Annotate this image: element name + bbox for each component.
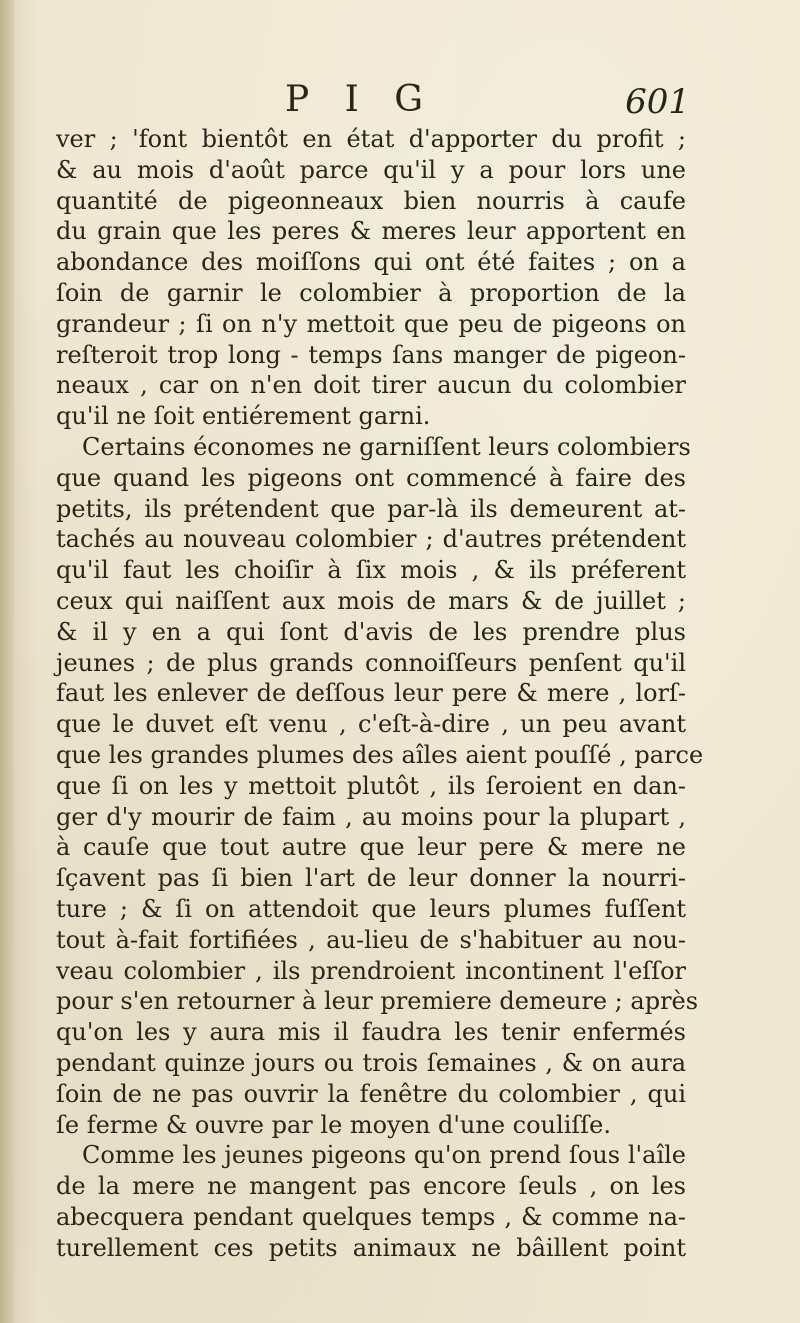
text-line: que les grandes plumes des aîles aient pouſſé , parce	[56, 740, 704, 769]
text-line: jeunes ; de plus grands connoiſſeurs penſent qu'il	[56, 648, 686, 677]
text-line: neaux , car on n'en doit tirer aucun du colombier	[56, 371, 686, 400]
text-line: Certains économes ne garniſſent leurs colombiers	[82, 432, 691, 461]
text-line: pendant quinze jours ou trois ſemaines , & on aura	[56, 1048, 686, 1077]
page-number: 601	[625, 82, 690, 122]
text-line: petits, ils prétendent que par-là ils demeurent at-	[56, 494, 686, 523]
text-line: grandeur ; ſi on n'y mettoit que peu de pigeons on	[56, 309, 686, 338]
text-line: abecquera pendant quelques temps , & comme na-	[56, 1202, 686, 1231]
text-line: pour s'en retourner à leur premiere demeure ; après	[56, 987, 699, 1016]
text-line: ſoin de garnir le colombier à proportion de la	[56, 278, 686, 307]
text-line: & il y en a qui ſont d'avis de les prendre plus	[56, 617, 686, 646]
text-line: qu'on les y aura mis il faudra les tenir enfermés	[56, 1018, 686, 1047]
text-line: Comme les jeunes pigeons qu'on prend ſous l'aîle	[82, 1141, 686, 1170]
text-line: veau colombier , ils prendroient incontinent l'eſſor	[56, 956, 686, 985]
page-gutter-shadow	[0, 0, 14, 1323]
text-line: que quand les pigeons ont commencé à faire des	[56, 463, 686, 492]
page-header	[0, 78, 800, 122]
body-text	[56, 124, 704, 1263]
text-line: faut les enlever de deſſous leur pere & mere , lorſ-	[56, 679, 686, 708]
text-line: ture ; & ſi on attendoit que leurs plumes fuſſent	[56, 894, 686, 923]
text-line: ceux qui naiſſent aux mois de mars & de juillet ;	[56, 586, 686, 615]
text-line: à cauſe que tout autre que leur pere & mere ne	[56, 833, 686, 862]
text-line: tachés au nouveau colombier ; d'autres prétendent	[56, 525, 686, 554]
text-line: turellement ces petits animaux ne bâillent point	[56, 1233, 686, 1262]
text-line: qu'il faut les choiſir à ſix mois , & ils préferent	[56, 556, 686, 585]
text-line: ver ; 'font bientôt en état d'apporter du profit ;	[56, 125, 686, 153]
text-line: du grain que les peres & meres leur apportent en	[56, 217, 686, 246]
text-line: ſçavent pas ſi bien l'art de leur donner la nourri-	[56, 864, 686, 893]
text-line: ger d'y mourir de faim , au moins pour la plupart ,	[56, 802, 686, 831]
text-line: que ſi on les y mettoit plutôt , ils ſeroient en dan-	[56, 771, 686, 800]
text-line: qu'il ne ſoit entiérement garni.	[56, 402, 431, 431]
text-line: de la mere ne mangent pas encore ſeuls , on les	[56, 1172, 686, 1201]
text-line: que le duvet eſt venu , c'eſt-à-dire , un peu avant	[56, 710, 686, 739]
text-line: & au mois d'août parce qu'il y a pour lors une	[56, 155, 686, 184]
text-line: abondance des moiſſons qui ont été faites ; on a	[56, 248, 686, 277]
text-line: reſteroit trop long - temps ſans manger de pigeon-	[56, 340, 686, 369]
text-line: ſoin de ne pas ouvrir la fenêtre du colombier , qui	[56, 1079, 686, 1108]
text-line: tout à-fait fortifiées , au-lieu de s'habituer au nou-	[56, 925, 686, 954]
running-title: P I G	[284, 79, 436, 120]
text-line: quantité de pigeonneaux bien nourris à caufe	[56, 186, 686, 215]
text-line: ſe ferme & ouvre par le moyen d'une couliſſe.	[56, 1110, 611, 1139]
